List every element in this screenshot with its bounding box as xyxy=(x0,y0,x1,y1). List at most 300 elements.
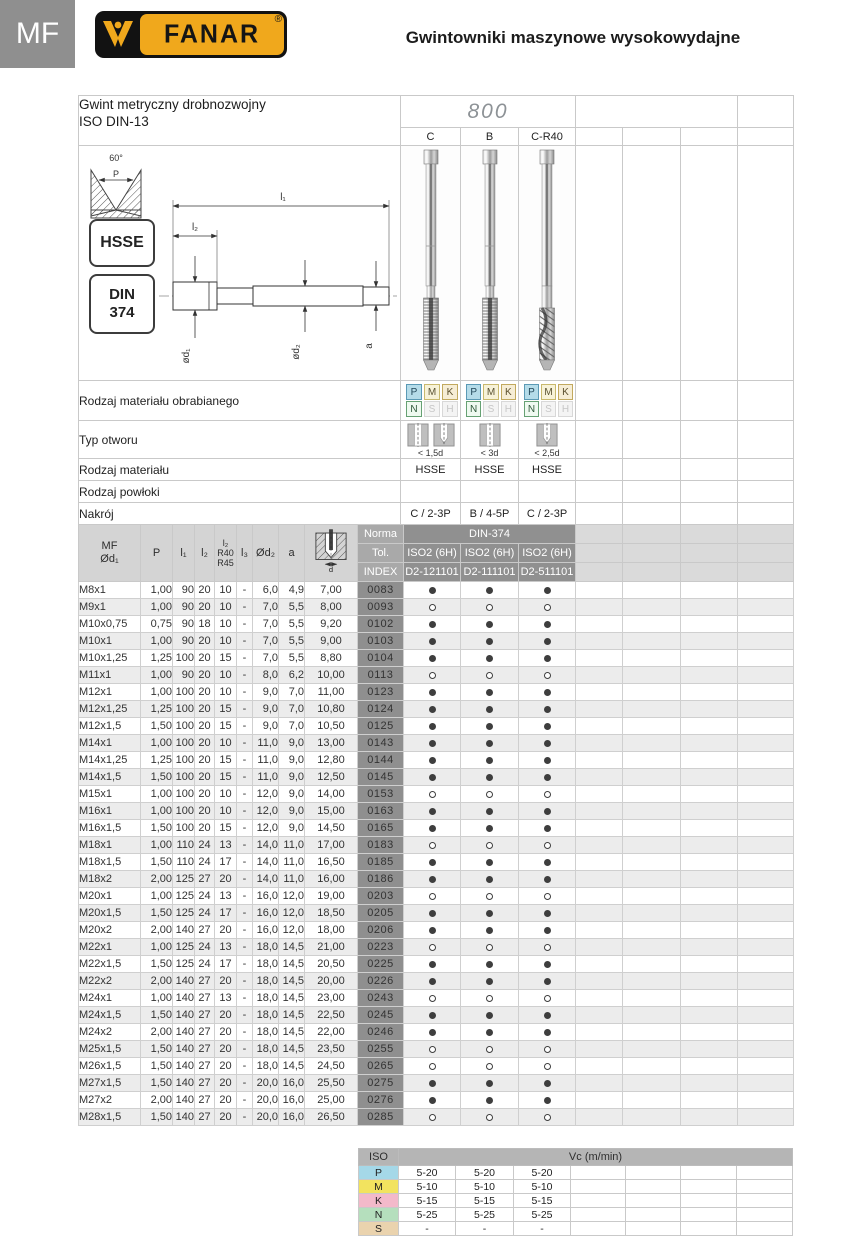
empty-cell xyxy=(623,582,681,599)
empty-cell xyxy=(738,582,794,599)
cell-drill: 14,00 xyxy=(305,786,358,803)
cell-l2: 18 xyxy=(195,616,215,633)
availability-dot-filled xyxy=(429,587,436,594)
empty-cell xyxy=(681,888,738,905)
empty-cell xyxy=(738,803,794,820)
availability-open xyxy=(461,990,519,1007)
tap-photo-b xyxy=(461,146,519,381)
material-group-matrix xyxy=(406,384,460,417)
cell-l2: 20 xyxy=(195,667,215,684)
empty-cell xyxy=(738,939,794,956)
empty-cell xyxy=(576,1007,623,1024)
empty-cell xyxy=(681,1024,738,1041)
cell-a: 14,5 xyxy=(279,973,305,990)
empty-cell xyxy=(738,837,794,854)
cell-a: 9,0 xyxy=(279,769,305,786)
cell-l2r: 13 xyxy=(215,939,237,956)
availability-dot-filled xyxy=(486,689,493,696)
cell-size: M11x1 xyxy=(79,667,141,684)
cell-drill: 17,00 xyxy=(305,837,358,854)
cell-l3: - xyxy=(237,701,253,718)
cell-p: 1,50 xyxy=(141,1041,173,1058)
empty-cell xyxy=(576,752,623,769)
availability-filled xyxy=(404,752,461,769)
cell-index: 0205 xyxy=(358,905,404,922)
availability-dot-filled xyxy=(544,1097,551,1104)
availability-filled xyxy=(404,701,461,718)
availability-open xyxy=(461,939,519,956)
cell-l2r: 10 xyxy=(215,735,237,752)
vc-value: 5-10 xyxy=(514,1180,571,1194)
cell-l1: 125 xyxy=(173,905,195,922)
cell-p: 2,00 xyxy=(141,1024,173,1041)
availability-filled xyxy=(519,752,576,769)
empty-cell xyxy=(738,769,794,786)
availability-filled xyxy=(461,854,519,871)
availability-dot-filled xyxy=(429,1012,436,1019)
cell-l1: 110 xyxy=(173,854,195,871)
cell-index: 0113 xyxy=(358,667,404,684)
availability-filled xyxy=(519,650,576,667)
cell-index: 0255 xyxy=(358,1041,404,1058)
empty-cell xyxy=(576,667,623,684)
availability-dot-filled xyxy=(544,723,551,730)
through-hole-icon xyxy=(407,422,429,448)
cell-a: 6,2 xyxy=(279,667,305,684)
cell-a: 14,5 xyxy=(279,1007,305,1024)
cell-p: 2,00 xyxy=(141,973,173,990)
cell-l2: 24 xyxy=(195,956,215,973)
empty-cell xyxy=(623,599,681,616)
availability-filled xyxy=(519,803,576,820)
table-row xyxy=(79,1109,794,1126)
cell-size: M18x1,5 xyxy=(79,854,141,871)
cell-p: 1,50 xyxy=(141,1109,173,1126)
availability-dot-filled xyxy=(544,1029,551,1036)
empty-cell xyxy=(738,667,794,684)
empty-cell xyxy=(623,718,681,735)
availability-dot-open xyxy=(544,1063,551,1070)
cell-size: M14x1,25 xyxy=(79,752,141,769)
cell-l1: 125 xyxy=(173,956,195,973)
cell-l2r: 10 xyxy=(215,616,237,633)
availability-filled xyxy=(461,735,519,752)
empty-cell xyxy=(681,871,738,888)
empty-cell xyxy=(576,803,623,820)
cell-drill: 15,00 xyxy=(305,803,358,820)
cell-a: 7,0 xyxy=(279,701,305,718)
material-group-h-inactive: H xyxy=(442,401,458,417)
availability-filled xyxy=(519,1075,576,1092)
availability-filled xyxy=(404,633,461,650)
empty-cell xyxy=(737,1180,793,1194)
empty-cell xyxy=(738,599,794,616)
empty-cell xyxy=(681,1194,737,1208)
cell-l2: 24 xyxy=(195,854,215,871)
cell-d2: 18,0 xyxy=(253,1007,279,1024)
empty-cell xyxy=(738,96,794,128)
material-group-matrix xyxy=(524,384,575,417)
cell-l3: - xyxy=(237,854,253,871)
cell-index: 0206 xyxy=(358,922,404,939)
cell-drill: 20,00 xyxy=(305,973,358,990)
col-header-l2r: l₂ R40 R45 xyxy=(215,525,237,582)
cell-d2: 16,0 xyxy=(253,922,279,939)
thread-profile-icon xyxy=(85,150,147,220)
cell-l3: - xyxy=(237,752,253,769)
cell-index: 0246 xyxy=(358,1024,404,1041)
availability-open xyxy=(461,1109,519,1126)
cell-l1: 140 xyxy=(173,1092,195,1109)
empty-cell xyxy=(576,582,623,599)
cell-size: M10x1 xyxy=(79,633,141,650)
cell-p: 1,00 xyxy=(141,888,173,905)
cell-l1: 140 xyxy=(173,990,195,1007)
coating-value xyxy=(461,481,519,503)
table-row xyxy=(79,1075,794,1092)
empty-cell xyxy=(738,1024,794,1041)
availability-filled xyxy=(404,718,461,735)
availability-dot-filled xyxy=(544,825,551,832)
availability-dot-filled xyxy=(429,978,436,985)
table-row xyxy=(79,1024,794,1041)
empty-cell xyxy=(576,684,623,701)
empty-cell xyxy=(737,1222,793,1236)
availability-dot-open xyxy=(486,1063,493,1070)
availability-dot-filled xyxy=(544,927,551,934)
cell-l2r: 20 xyxy=(215,1109,237,1126)
availability-dot-open xyxy=(486,944,493,951)
empty-cell xyxy=(681,973,738,990)
empty-cell xyxy=(623,837,681,854)
cell-l3: - xyxy=(237,803,253,820)
empty-cell xyxy=(681,922,738,939)
empty-cell xyxy=(681,854,738,871)
empty-cell xyxy=(738,871,794,888)
svg-text:60°: 60° xyxy=(109,153,123,163)
cell-p: 2,00 xyxy=(141,922,173,939)
empty-cell xyxy=(681,939,738,956)
cell-l3: - xyxy=(237,1092,253,1109)
availability-dot-filled xyxy=(429,723,436,730)
cell-l3: - xyxy=(237,582,253,599)
availability-open xyxy=(461,1041,519,1058)
empty-cell xyxy=(681,616,738,633)
cell-l3: - xyxy=(237,990,253,1007)
cell-p: 1,50 xyxy=(141,1075,173,1092)
cell-l2: 24 xyxy=(195,905,215,922)
cell-l3: - xyxy=(237,1007,253,1024)
empty-cell xyxy=(738,1058,794,1075)
empty-cell xyxy=(576,1109,623,1126)
availability-dot-filled xyxy=(544,1080,551,1087)
empty-cell xyxy=(681,837,738,854)
empty-cell xyxy=(623,667,681,684)
availability-dot-open xyxy=(544,944,551,951)
empty-cell xyxy=(623,905,681,922)
iso-group-p: P xyxy=(359,1166,399,1180)
iso-label: ISO xyxy=(359,1149,399,1166)
cell-l2r: 20 xyxy=(215,1024,237,1041)
cell-p: 1,00 xyxy=(141,735,173,752)
page-code-badge xyxy=(0,0,75,68)
availability-filled xyxy=(461,922,519,939)
empty-cell xyxy=(576,956,623,973)
vc-row-s xyxy=(359,1222,793,1236)
availability-dot-filled xyxy=(486,740,493,747)
cell-l2r: 20 xyxy=(215,922,237,939)
cutting-speed-table xyxy=(358,1148,793,1236)
vc-value: - xyxy=(399,1222,456,1236)
cell-d2: 7,0 xyxy=(253,616,279,633)
vc-value: 5-25 xyxy=(399,1208,456,1222)
cell-l2: 27 xyxy=(195,1041,215,1058)
cell-a: 5,5 xyxy=(279,616,305,633)
col-header-l1: l₁ xyxy=(173,525,195,582)
availability-filled xyxy=(461,871,519,888)
cell-drill: 22,50 xyxy=(305,1007,358,1024)
empty-cell xyxy=(576,922,623,939)
chamfer-label: Nakrój xyxy=(79,503,401,525)
availability-open xyxy=(461,667,519,684)
cell-l2r: 20 xyxy=(215,1007,237,1024)
cell-d2: 16,0 xyxy=(253,888,279,905)
cell-d2: 7,0 xyxy=(253,599,279,616)
material-group-matrix xyxy=(466,384,518,417)
cell-d2: 18,0 xyxy=(253,973,279,990)
chamfer-value: C / 2-3P xyxy=(519,503,576,525)
empty-cell xyxy=(681,1041,738,1058)
cell-d2: 18,0 xyxy=(253,1024,279,1041)
cell-l1: 125 xyxy=(173,939,195,956)
norma-label: Norma xyxy=(358,525,404,544)
availability-filled xyxy=(404,1007,461,1024)
table-row xyxy=(79,684,794,701)
cell-a: 14,5 xyxy=(279,1041,305,1058)
cell-size: M12x1,25 xyxy=(79,701,141,718)
cell-p: 1,00 xyxy=(141,990,173,1007)
cell-a: 16,0 xyxy=(279,1109,305,1126)
cell-l2: 27 xyxy=(195,871,215,888)
availability-dot-filled xyxy=(544,689,551,696)
availability-open xyxy=(519,837,576,854)
cell-l2: 20 xyxy=(195,786,215,803)
cell-l1: 100 xyxy=(173,650,195,667)
availability-dot-open xyxy=(544,995,551,1002)
availability-filled xyxy=(519,973,576,990)
cell-a: 5,5 xyxy=(279,650,305,667)
cell-l1: 140 xyxy=(173,1109,195,1126)
empty-cell xyxy=(681,667,738,684)
drill-depth-icon xyxy=(314,529,348,573)
cell-d2: 14,0 xyxy=(253,854,279,871)
cell-d2: 20,0 xyxy=(253,1109,279,1126)
cell-l2r: 15 xyxy=(215,701,237,718)
cell-l2: 27 xyxy=(195,1058,215,1075)
material-group-p: P xyxy=(524,384,539,400)
chamfer-value: B / 4-5P xyxy=(461,503,519,525)
availability-dot-filled xyxy=(429,1029,436,1036)
cell-l1: 100 xyxy=(173,752,195,769)
fanar-logo xyxy=(95,11,287,58)
table-row xyxy=(79,820,794,837)
vc-value: - xyxy=(456,1222,514,1236)
cell-index: 0125 xyxy=(358,718,404,735)
empty-cell xyxy=(576,599,623,616)
material-group-k: K xyxy=(442,384,458,400)
empty-cell xyxy=(623,684,681,701)
availability-filled xyxy=(519,616,576,633)
availability-dot-filled xyxy=(429,876,436,883)
availability-open xyxy=(519,888,576,905)
cell-drill: 14,50 xyxy=(305,820,358,837)
empty-cell xyxy=(623,1109,681,1126)
vc-value: 5-15 xyxy=(514,1194,571,1208)
hole-depth-caption: < 3d xyxy=(480,447,499,458)
empty-cell xyxy=(737,1208,793,1222)
iso-group-k: K xyxy=(359,1194,399,1208)
vc-row-n xyxy=(359,1208,793,1222)
cell-l2r: 13 xyxy=(215,837,237,854)
availability-filled xyxy=(404,1092,461,1109)
empty-cell xyxy=(623,650,681,667)
availability-open xyxy=(404,786,461,803)
cell-index: 0104 xyxy=(358,650,404,667)
vc-value: 5-10 xyxy=(399,1180,456,1194)
cell-size: M22x1 xyxy=(79,939,141,956)
cell-index: 0186 xyxy=(358,871,404,888)
empty-cell xyxy=(576,701,623,718)
availability-filled xyxy=(461,718,519,735)
empty-cell xyxy=(738,650,794,667)
svg-text:l₂: l₂ xyxy=(191,222,199,233)
empty-cell xyxy=(571,1222,626,1236)
availability-filled xyxy=(519,905,576,922)
empty-cell xyxy=(623,803,681,820)
empty-cell xyxy=(681,803,738,820)
cell-size: M28x1,5 xyxy=(79,1109,141,1126)
cell-l2: 27 xyxy=(195,1024,215,1041)
empty-cell xyxy=(681,633,738,650)
cell-index: 0223 xyxy=(358,939,404,956)
cell-l1: 140 xyxy=(173,1024,195,1041)
cell-l2r: 17 xyxy=(215,905,237,922)
empty-cell xyxy=(738,973,794,990)
empty-cell xyxy=(681,599,738,616)
cell-l3: - xyxy=(237,667,253,684)
tap-photo-cr40 xyxy=(519,146,576,381)
cell-l2: 27 xyxy=(195,1075,215,1092)
table-row xyxy=(79,752,794,769)
cell-p: 1,50 xyxy=(141,1007,173,1024)
availability-dot-filled xyxy=(544,1012,551,1019)
cell-a: 7,0 xyxy=(279,718,305,735)
cell-d2: 14,0 xyxy=(253,837,279,854)
cell-drill: 23,50 xyxy=(305,1041,358,1058)
availability-open xyxy=(404,1058,461,1075)
coating-value xyxy=(401,481,461,503)
availability-dot-open xyxy=(429,1114,436,1121)
material-group-s-inactive: S xyxy=(483,401,498,417)
cell-l2r: 17 xyxy=(215,854,237,871)
table-row xyxy=(79,888,794,905)
coating-label: Rodzaj powłoki xyxy=(79,481,401,503)
cell-l2: 20 xyxy=(195,752,215,769)
cell-drill: 25,50 xyxy=(305,1075,358,1092)
availability-dot-filled xyxy=(486,774,493,781)
cell-drill: 8,00 xyxy=(305,599,358,616)
availability-dot-open xyxy=(544,672,551,679)
availability-dot-open xyxy=(486,893,493,900)
availability-dot-filled xyxy=(486,825,493,832)
tap-spiral-image xyxy=(519,148,575,373)
vc-value: 5-15 xyxy=(456,1194,514,1208)
cell-l2r: 10 xyxy=(215,667,237,684)
empty-cell xyxy=(738,752,794,769)
cell-a: 9,0 xyxy=(279,786,305,803)
empty-cell xyxy=(623,956,681,973)
cell-d2: 18,0 xyxy=(253,1041,279,1058)
cell-l1: 90 xyxy=(173,633,195,650)
tool-material-value: HSSE xyxy=(461,459,519,481)
col-header-size: MF Ød₁ xyxy=(79,525,141,582)
table-row xyxy=(79,973,794,990)
empty-cell xyxy=(681,752,738,769)
empty-cell xyxy=(623,1007,681,1024)
empty-cell xyxy=(623,888,681,905)
cell-l2r: 13 xyxy=(215,888,237,905)
blind-hole-icon xyxy=(536,422,558,448)
cell-index: 0203 xyxy=(358,888,404,905)
table-row xyxy=(79,1007,794,1024)
cell-l2r: 15 xyxy=(215,718,237,735)
availability-filled xyxy=(461,616,519,633)
availability-dot-filled xyxy=(429,825,436,832)
availability-open xyxy=(519,1058,576,1075)
empty-cell xyxy=(738,1109,794,1126)
col-header-drill xyxy=(305,525,358,582)
iso-group-s: S xyxy=(359,1222,399,1236)
variant-label-b: B xyxy=(461,128,519,146)
availability-dot-filled xyxy=(429,808,436,815)
cell-drill: 23,00 xyxy=(305,990,358,1007)
availability-dot-filled xyxy=(486,1080,493,1087)
empty-cell xyxy=(576,905,623,922)
availability-dot-filled xyxy=(486,638,493,645)
empty-cell xyxy=(737,1166,793,1180)
empty-cell xyxy=(623,820,681,837)
empty-cell xyxy=(681,1109,738,1126)
cell-l3: - xyxy=(237,718,253,735)
cell-drill: 10,00 xyxy=(305,667,358,684)
cell-l2r: 20 xyxy=(215,973,237,990)
cell-l2: 20 xyxy=(195,582,215,599)
cell-p: 1,00 xyxy=(141,939,173,956)
cell-index: 0124 xyxy=(358,701,404,718)
vc-row-m xyxy=(359,1180,793,1194)
empty-cell xyxy=(576,871,623,888)
cell-p: 1,50 xyxy=(141,854,173,871)
empty-cell xyxy=(623,735,681,752)
availability-open xyxy=(461,837,519,854)
table-row xyxy=(79,854,794,871)
empty-cell xyxy=(571,1180,626,1194)
availability-filled xyxy=(461,1024,519,1041)
availability-filled xyxy=(461,1092,519,1109)
cell-drill: 26,50 xyxy=(305,1109,358,1126)
svg-text:ød₂: ød₂ xyxy=(291,344,302,360)
availability-open xyxy=(519,1041,576,1058)
